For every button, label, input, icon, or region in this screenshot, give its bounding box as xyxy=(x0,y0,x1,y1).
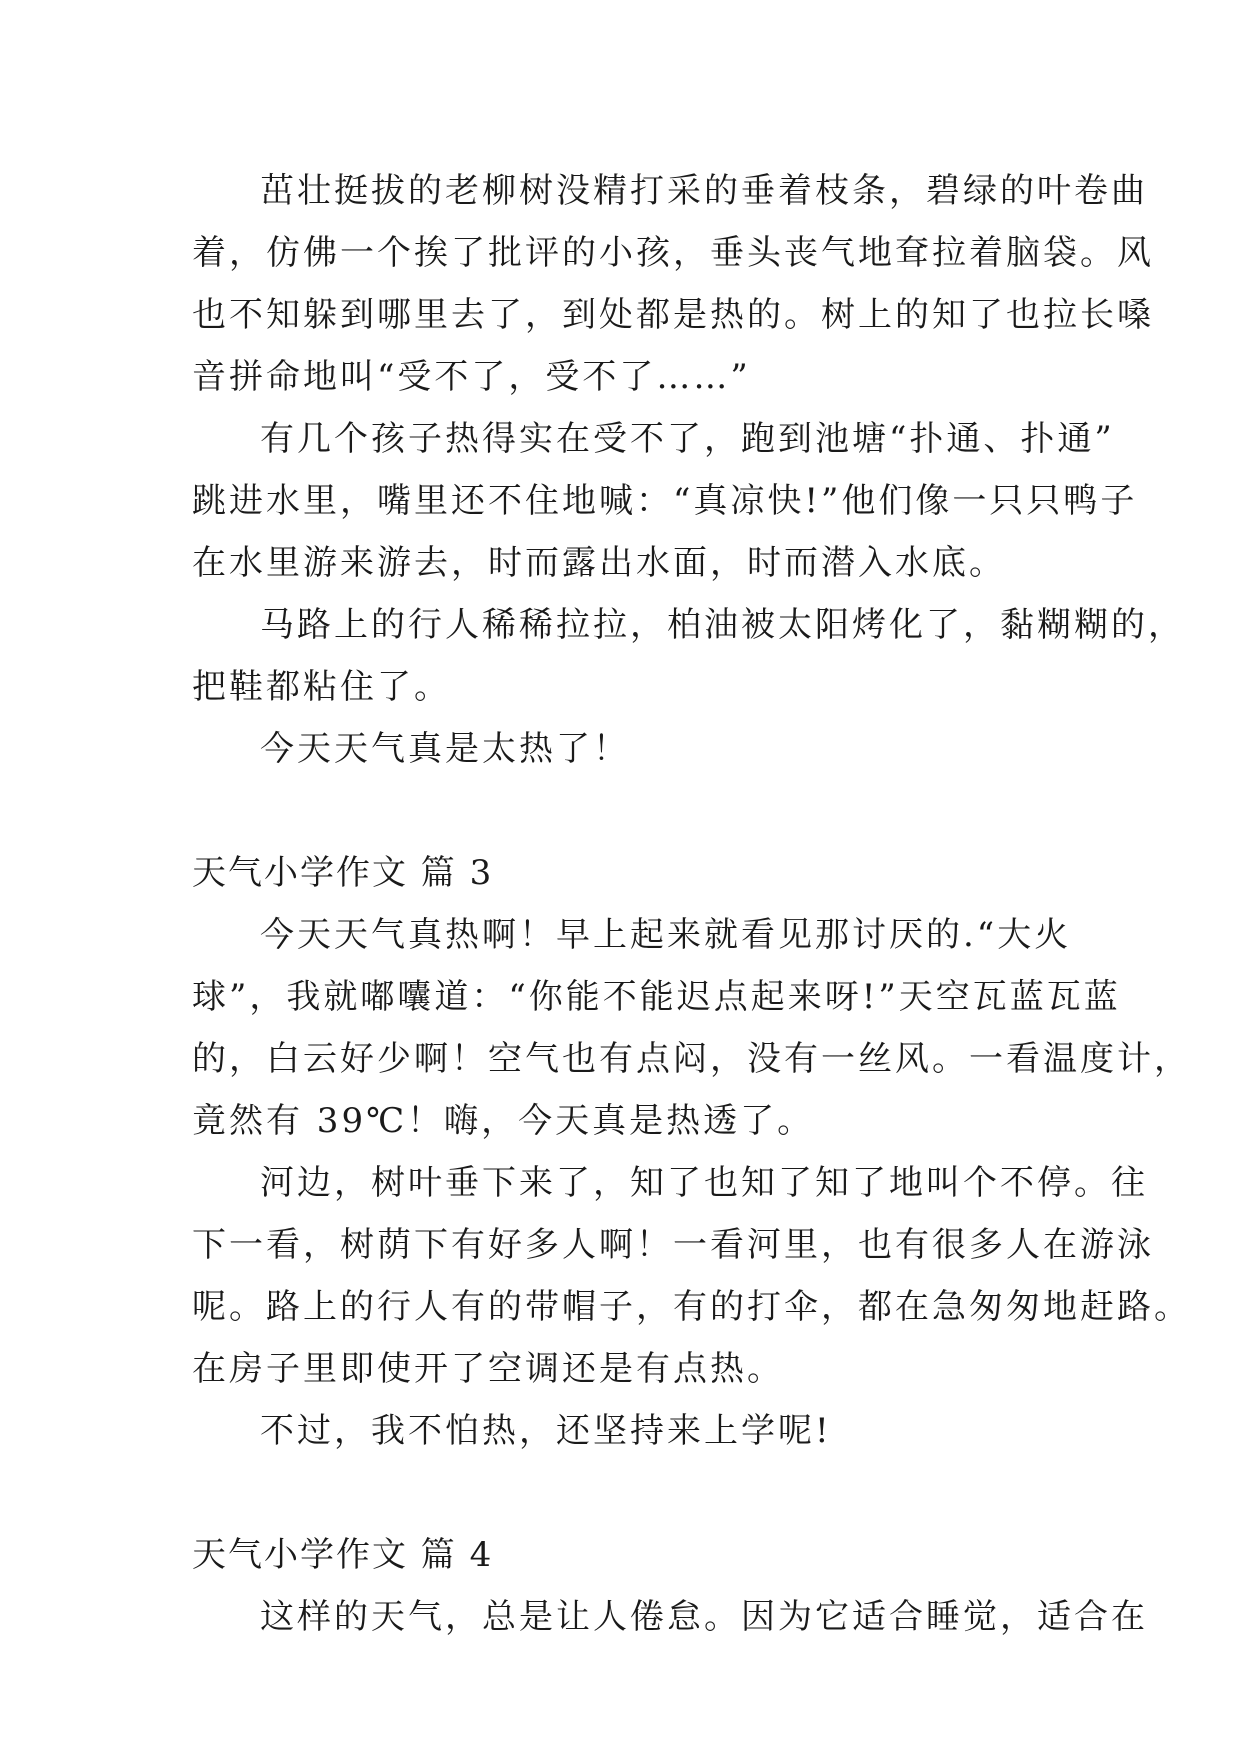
text-line: 有几个孩子热得实在受不了，跑到池塘“扑通、扑通” xyxy=(260,419,1115,459)
document-page xyxy=(192,160,1191,1648)
text-line: 这样的天气，总是让人倦怠。因为它适合睡觉，适合在 xyxy=(260,1597,1148,1637)
paragraph xyxy=(192,718,1048,780)
section-heading: 天气小学作文 篇 4 xyxy=(192,1535,494,1575)
section-heading: 天气小学作文 篇 3 xyxy=(192,853,494,893)
text-line: 跳进水里，嘴里还不住地喊：“真凉快!”他们像一只只鸭子 xyxy=(192,481,1138,521)
text-line: 今天天气真是太热了！ xyxy=(260,729,630,769)
text-line: 也不知躲到哪里去了，到处都是热的。树上的知了也拉长嗓 xyxy=(192,295,1154,335)
paragraph xyxy=(192,904,1191,1152)
text-line: 音拼命地叫“受不了，受不了……” xyxy=(192,357,751,397)
paragraph xyxy=(192,594,1185,718)
text-line: 今天天气真热啊！早上起来就看见那讨厌的.“大火 xyxy=(260,915,1072,955)
text-line: 呢。路上的行人有的带帽子，有的打伞，都在急匆匆地赶路。 xyxy=(192,1287,1191,1327)
text-line: 不过，我不怕热，还坚持来上学呢! xyxy=(260,1411,832,1451)
text-line: 下一看，树荫下有好多人啊！一看河里，也有很多人在游泳 xyxy=(192,1225,1154,1265)
text-line: 在房子里即使开了空调还是有点热。 xyxy=(192,1349,784,1389)
section-gap xyxy=(192,1462,1048,1524)
paragraph xyxy=(192,1586,1148,1648)
text-line: 河边，树叶垂下来了，知了也知了知了地叫个不停。往 xyxy=(260,1163,1148,1203)
paragraph xyxy=(192,160,1154,408)
section-gap xyxy=(192,780,1048,842)
text-line: 在水里游来游去，时而露出水面，时而潜入水底。 xyxy=(192,543,1006,583)
text-line: 球”，我就嘟囔道：“你能不能迟点起来呀!”天空瓦蓝瓦蓝 xyxy=(192,977,1121,1017)
text-line: 竟然有 39℃！嗨，今天真是热透了。 xyxy=(192,1101,815,1141)
paragraph xyxy=(192,1152,1191,1400)
text-line: 把鞋都粘住了。 xyxy=(192,667,451,707)
paragraph xyxy=(192,1400,1048,1462)
text-line: 马路上的行人稀稀拉拉，柏油被太阳烤化了，黏糊糊的， xyxy=(260,605,1185,645)
text-line: 茁壮挺拔的老柳树没精打采的垂着枝条，碧绿的叶卷曲 xyxy=(260,171,1148,211)
text-line: 着，仿佛一个挨了批评的小孩，垂头丧气地耷拉着脑袋。风 xyxy=(192,233,1154,273)
paragraph xyxy=(192,408,1138,594)
text-line: 的，白云好少啊！空气也有点闷，没有一丝风。一看温度计， xyxy=(192,1039,1191,1079)
